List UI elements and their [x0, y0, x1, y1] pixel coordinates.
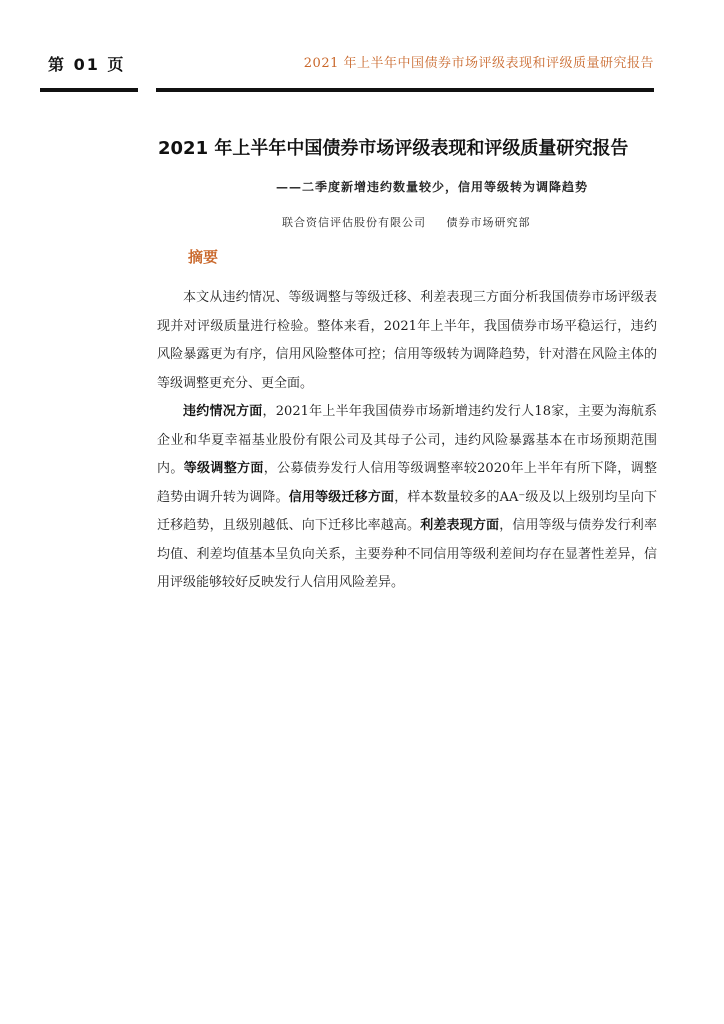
page-number: 第 01 页 — [48, 55, 126, 74]
abstract-paragraph-2 — [157, 398, 657, 598]
rating-adjustment-text: ，公募债券发行人信用等级调整率较2020年上半年有所下降，调整趋势由调升转为调降。 — [157, 461, 657, 505]
spread-section-label: 利差表现方面 — [420, 518, 500, 533]
header-rule-left — [40, 88, 138, 92]
author-department: 债券市场研究部 — [446, 216, 531, 229]
header-report-title: 2021 年上半年中国债券市场评级表现和评级质量研究报告 — [303, 56, 654, 71]
abstract-paragraph-1: 本文从违约情况、等级调整与等级迁移、利差表现三方面分析我国债券市场评级表现并对评级质量进行检验。整体来看，2021年上半年，我国债券市场平稳运行，违约风险暴露更为有序，信用风险整体可控；信用等级转为调降趋势，针对潜在风险主体的等级调整更充分、更全面。 — [157, 290, 657, 391]
rating-migration-text: ，样本数量较多的AA⁻级及以上级别均呈向下迁移趋势，且级别越低、向下迁移比率越高。 — [157, 489, 657, 533]
abstract-heading: 摘要 — [188, 248, 219, 266]
spread-section-text: ，信用等级与债券发行利率均值、利差均值基本呈负向关系，主要券种不同信用等级利差间均存在显著性差异，信用评级能够较好反映发行人信用风险差异。 — [157, 518, 657, 590]
rating-adjustment-label: 等级调整方面 — [183, 461, 264, 476]
author-organization: 联合资信评估股份有限公司 — [282, 216, 426, 229]
document-title: 2021 年上半年中国债券市场评级表现和评级质量研究报告 — [158, 138, 629, 159]
header-rule-right — [156, 88, 654, 92]
abstract-body — [157, 284, 657, 598]
rating-migration-label: 信用等级迁移方面 — [288, 489, 395, 505]
document-authors — [282, 214, 531, 230]
default-section-text: ，2021年上半年我国债券市场新增违约发行人18家，主要为海航系企业和华夏幸福基业股份有限公司及其母子公司，违约风险暴露基本在市场预期范围内。 — [157, 404, 657, 476]
default-section-label: 违约情况方面 — [183, 404, 263, 419]
document-subtitle: ——二季度新增违约数量较少，信用等级转为调降趋势 — [276, 180, 589, 194]
